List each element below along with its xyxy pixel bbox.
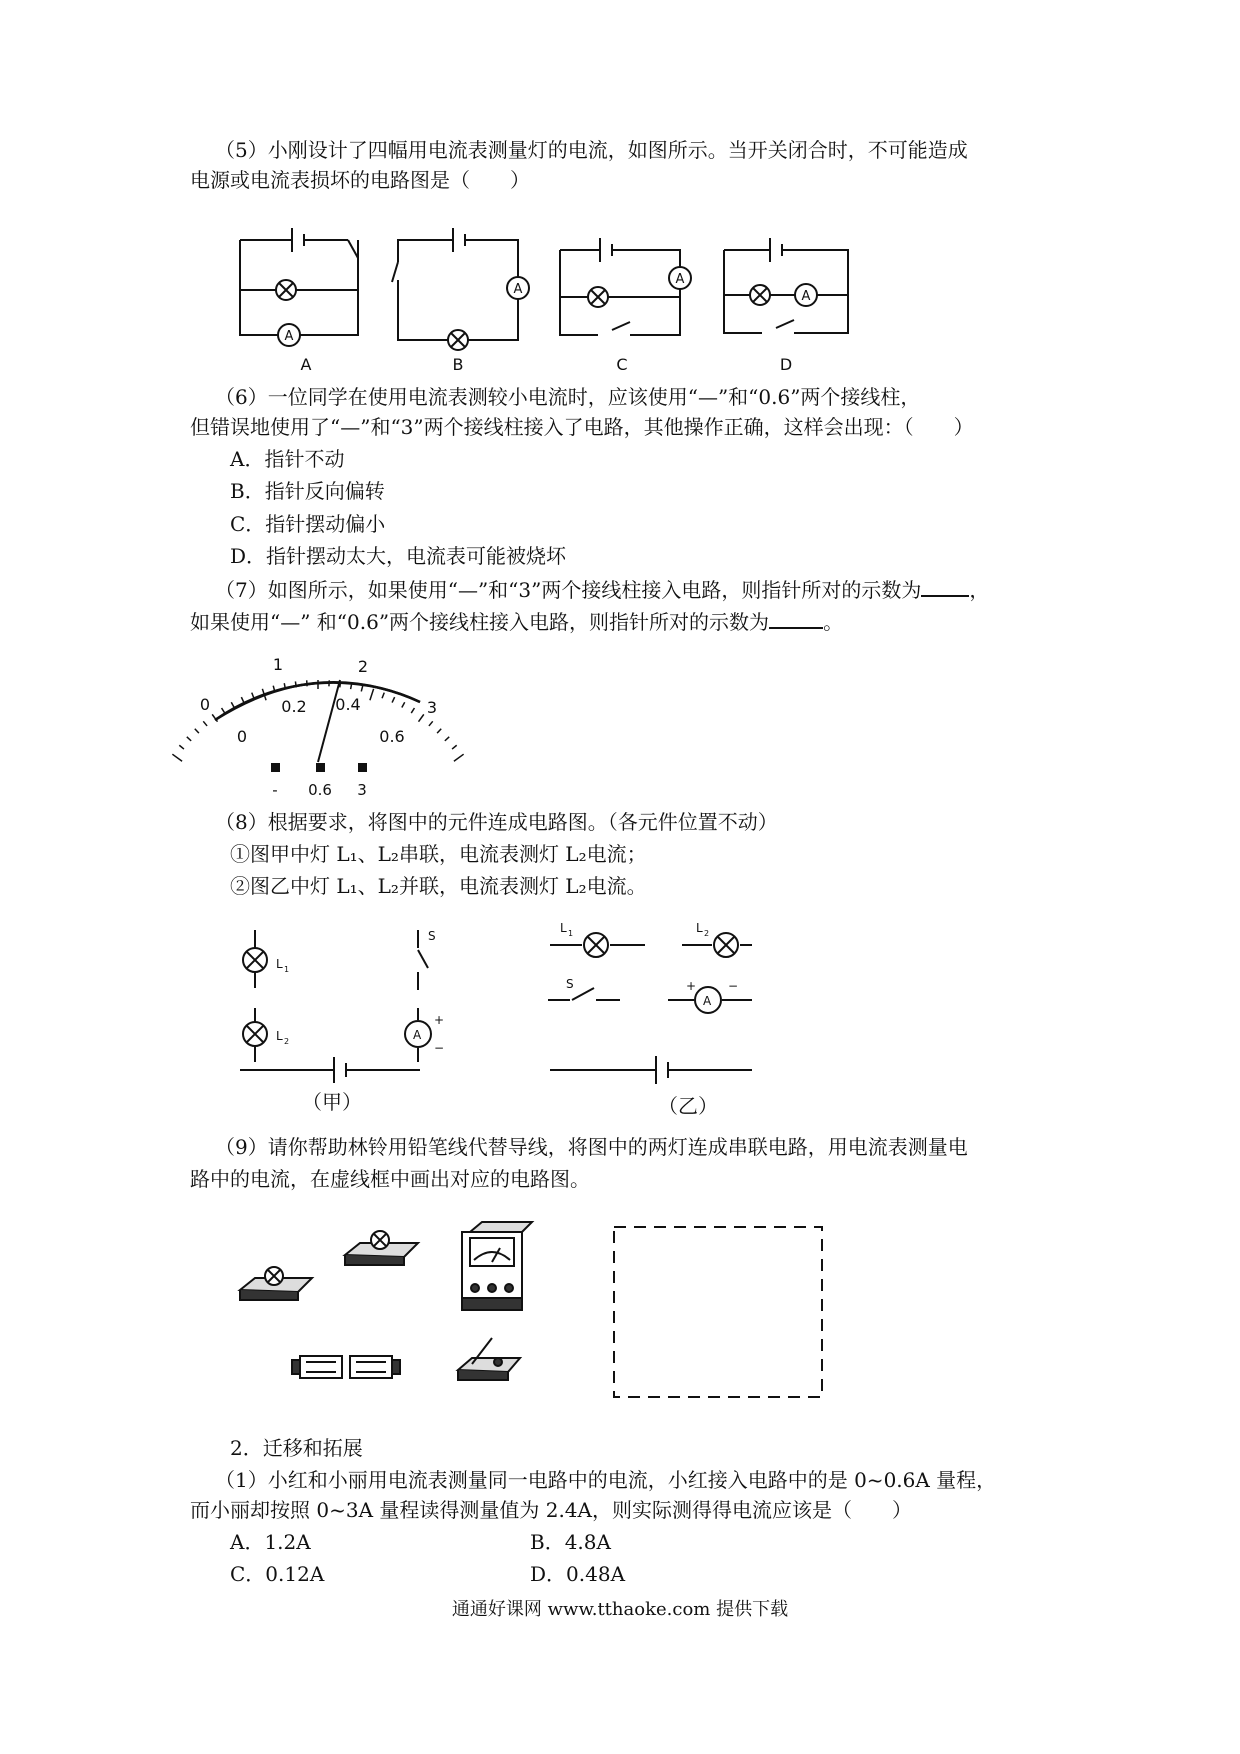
s2-option-a: A．1.2A [230,1530,311,1554]
yi-l1-sub: 1 [568,929,574,938]
q8-line1: （8）根据要求，将图中的元件连成电路图。（各元件位置不动） [215,810,778,834]
diagram-label-d: D [779,355,793,374]
meter-top-3: 3 [426,698,438,717]
q9-line1: （9）请你帮助林铃用铅笔线代替导线，将图中的两灯连成串联电路，用电流表测量电 [215,1135,968,1159]
q7-line2-end: 。 [823,610,844,634]
meter-top-2: 2 [357,657,369,676]
fig-yi-caption: （乙） [658,1094,718,1118]
jia-l1-sub: 1 [284,965,290,974]
q6-option-a: A．指针不动 [230,447,345,471]
q6-line1: （6）一位同学在使用电流表测较小电流时，应该使用“—”和“0.6”两个接线柱， [215,385,921,409]
fig-jia-caption: （甲） [302,1090,362,1114]
q8-req1: ①图甲中灯 L₁、L₂串联，电流表测灯 L₂电流； [230,842,647,866]
yi-ammeter-plus: + [686,979,697,993]
knife-switch[interactable] [458,1338,520,1380]
ammeter-a-label: A [284,329,294,344]
jia-ammeter-plus: + [434,1013,445,1027]
ammeter-b-label: A [513,282,523,297]
meter-bottom-2: 0.4 [335,695,361,714]
terminal-label-minus: - [272,781,278,799]
s2-option-c: C．0.12A [230,1562,325,1586]
q8-req2: ②图乙中灯 L₁、L₂并联，电流表测灯 L₂电流。 [230,874,647,898]
lamp-holder-1[interactable] [240,1267,312,1300]
ammeter-d-label: A [801,289,811,304]
jia-l2-letter: L [276,1029,283,1043]
ammeter-device[interactable] [462,1222,532,1310]
yi-l1-letter: L [560,921,567,935]
terminal-label-0-6: 0.6 [308,781,332,799]
q6-option-d: D．指针摆动太大，电流表可能被烧坏 [230,544,567,568]
q6-option-c: C．指针摆动偏小 [230,512,386,536]
s2-heading: 2．迁移和拓展 [230,1436,363,1460]
jia-l1-letter: L [276,957,283,971]
s2-option-b: B．4.8A [530,1530,611,1554]
diagram-label-a: A [300,355,312,374]
meter-bottom-3: 0.6 [379,727,405,746]
lamp-holder-2[interactable] [345,1231,418,1265]
yi-switch-label: S [566,977,574,991]
meter-top-0: 0 [199,695,211,714]
jia-ammeter-minus: − [434,1041,445,1055]
jia-l2-sub: 2 [284,1037,290,1046]
yi-l2-sub: 2 [704,929,710,938]
s2-option-d: D．0.48A [530,1562,626,1586]
yi-ammeter-label: A [703,994,712,1008]
diagram-label-b: B [452,355,464,374]
q6-line2: 但错误地使用了“—”和“3”两个接线柱接入了电路，其他操作正确，这样会出现：（ ） [190,415,974,439]
q5-line1: （5）小刚设计了四幅用电流表测量灯的电流，如图所示。当开关闭合时，不可能造成 [215,138,968,162]
s2-q1-line2: 而小丽却按照 0~3A 量程读得测量值为 2.4A，则实际测得得电流应该是（ ） [190,1498,912,1522]
yi-ammeter-minus: − [728,979,739,993]
s2-q1-line1: （1）小红和小丽用电流表测量同一电路中的电流，小红接入电路中的是 0~0.6A 量程， [215,1468,997,1492]
ammeter-c-label: A [675,272,685,287]
meter-bottom-0: 0 [236,727,248,746]
jia-switch-label: S [428,929,436,943]
yi-l2-letter: L [696,921,703,935]
q6-option-b: B．指针反向偏转 [230,479,385,503]
diagram-label-c: C [616,355,628,374]
meter-top-1: 1 [272,655,284,674]
q7-line2-text: 如果使用“—” 和“0.6”两个接线柱接入电路，则指针所对的示数为 [190,610,770,634]
terminal-label-3: 3 [357,781,367,799]
q5-line2: 电源或电流表损坏的电路图是（ ） [190,168,530,192]
q7-line1-text: （7）如图所示，如果使用“—”和“3”两个接线柱接入电路，则指针所对的示数为 [215,578,922,602]
battery-pack[interactable] [292,1356,400,1378]
jia-ammeter-label: A [413,1028,422,1042]
page-footer: 通通好课网 www.tthaoke.com 提供下载 [451,1599,789,1620]
q7-line1-end: ， [969,578,990,602]
answer-dashed-box[interactable] [614,1227,822,1397]
q9-line2: 路中的电流，在虚线框中画出对应的电路图。 [190,1167,590,1191]
meter-bottom-1: 0.2 [281,697,307,716]
